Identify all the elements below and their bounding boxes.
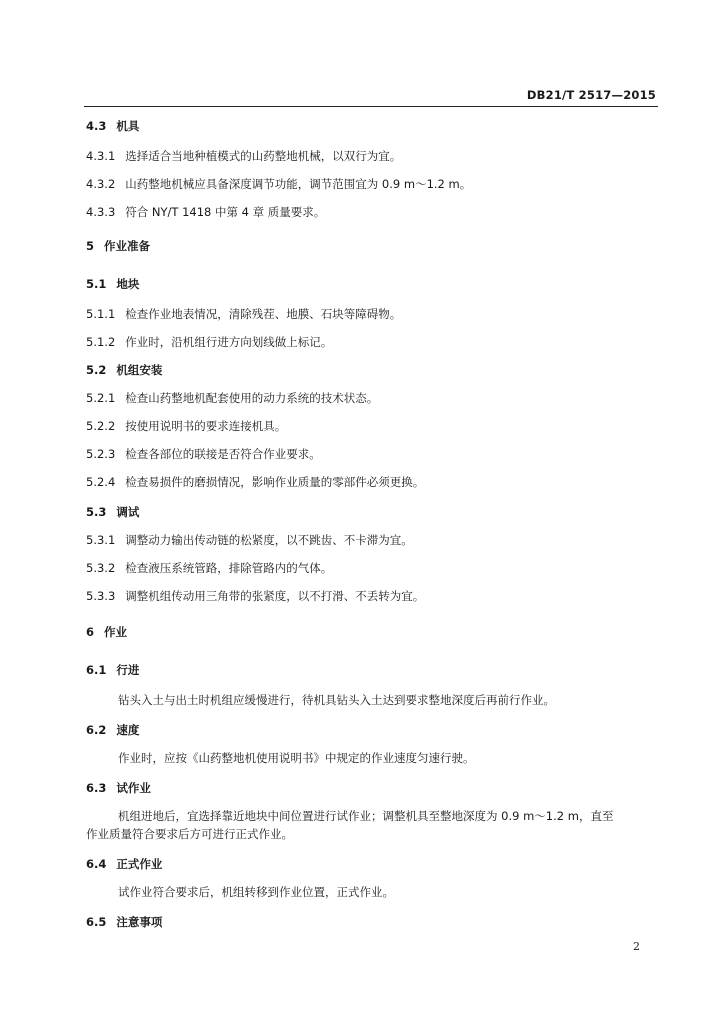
section-heading xyxy=(86,362,162,379)
clause-number: 4.3 xyxy=(86,119,107,133)
clause-text: 检查液压系统管路，排除管路内的气体。 xyxy=(125,561,333,575)
section-heading xyxy=(86,914,162,931)
clause-text: 选择适合当地种植模式的山药整地机械，以双行为宜。 xyxy=(125,149,402,163)
section-heading xyxy=(86,780,151,797)
clause-text: 山药整地机械应具备深度调节功能，调节范围宜为 0.9 m～1.2 m。 xyxy=(125,177,472,191)
paragraph xyxy=(118,808,613,825)
clause-number: 5 xyxy=(86,239,95,253)
section-heading xyxy=(86,856,162,873)
clause-text: 速度 xyxy=(116,723,140,737)
clause-item xyxy=(86,560,332,577)
clause-text: 行进 xyxy=(116,663,140,677)
clause-text: 符合 NY/T 1418 中第 4 章 质量要求。 xyxy=(125,205,326,219)
clause-text: 机组安装 xyxy=(116,363,163,377)
clause-text: 注意事项 xyxy=(116,915,163,929)
section-heading xyxy=(86,276,139,293)
clause-number: 5.2 xyxy=(86,363,107,377)
page-number: 2 xyxy=(633,940,640,953)
clause-text: 试作业 xyxy=(116,781,151,795)
clause-number: 5.1.1 xyxy=(86,307,116,321)
clause-number: 6.5 xyxy=(86,915,107,929)
clause-text: 作业准备 xyxy=(104,239,151,253)
clause-item xyxy=(86,306,401,323)
clause-item xyxy=(86,474,424,491)
paragraph xyxy=(118,692,555,709)
clause-text: 调整动力输出传动链的松紧度，以不跳齿、不卡滞为宜。 xyxy=(125,533,413,547)
clause-text: 钻头入土与出土时机组应缓慢进行，待机具钻头入土达到要求整地深度后再前行作业。 xyxy=(118,693,555,707)
paragraph-continuation xyxy=(86,826,293,843)
clause-item xyxy=(86,334,332,351)
clause-text: 检查易损件的磨损情况，影响作业质量的零部件必须更换。 xyxy=(125,475,425,489)
clause-number: 6.1 xyxy=(86,663,107,677)
clause-item xyxy=(86,418,286,435)
doc-code: DB21/T 2517—2015 xyxy=(526,88,656,102)
clause-number: 5.2.3 xyxy=(86,447,116,461)
clause-text: 地块 xyxy=(116,277,140,291)
clause-text: 调试 xyxy=(116,505,140,519)
clause-number: 5.1.2 xyxy=(86,335,116,349)
clause-text: 按使用说明书的要求连接机具。 xyxy=(125,419,287,433)
clause-text: 作业时，应按《山药整地机使用说明书》中规定的作业速度匀速行驶。 xyxy=(118,751,475,765)
clause-text: 调整机组传动用三角带的张紧度，以不打滑、不丢转为宜。 xyxy=(125,589,425,603)
clause-number: 6.3 xyxy=(86,781,107,795)
clause-item xyxy=(86,390,378,407)
clause-text: 机具 xyxy=(116,119,140,133)
clause-number: 5.2.1 xyxy=(86,391,116,405)
clause-number: 6 xyxy=(86,625,95,639)
clause-text: 检查作业地表情况，清除残茬、地膜、石块等障碍物。 xyxy=(125,307,402,321)
clause-number: 4.3.1 xyxy=(86,149,116,163)
clause-item xyxy=(86,532,413,549)
clause-number: 4.3.3 xyxy=(86,205,116,219)
clause-item xyxy=(86,204,325,221)
paragraph xyxy=(118,884,394,901)
section-heading xyxy=(86,118,139,135)
section-heading xyxy=(86,624,127,641)
clause-number: 5.3.2 xyxy=(86,561,116,575)
section-heading xyxy=(86,662,139,679)
paragraph xyxy=(118,750,475,767)
section-heading xyxy=(86,504,139,521)
clause-text: 检查各部位的联接是否符合作业要求。 xyxy=(125,447,321,461)
clause-item xyxy=(86,148,401,165)
clause-number: 5.2.2 xyxy=(86,419,116,433)
clause-text: 试作业符合要求后，机组转移到作业位置，正式作业。 xyxy=(118,885,394,899)
section-heading xyxy=(86,238,150,255)
clause-item xyxy=(86,176,471,193)
clause-text: 作业质量符合要求后方可进行正式作业。 xyxy=(86,827,293,841)
clause-text: 检查山药整地机配套使用的动力系统的技术状态。 xyxy=(125,391,379,405)
clause-number: 5.3.3 xyxy=(86,589,116,603)
clause-number: 5.1 xyxy=(86,277,107,291)
clause-text: 作业 xyxy=(104,625,128,639)
header-rule xyxy=(84,106,658,107)
clause-number: 5.3 xyxy=(86,505,107,519)
clause-number: 4.3.2 xyxy=(86,177,116,191)
clause-text: 正式作业 xyxy=(116,857,163,871)
clause-text: 作业时，沿机组行进方向划线做上标记。 xyxy=(125,335,333,349)
clause-item xyxy=(86,588,424,605)
section-heading xyxy=(86,722,139,739)
clause-number: 6.2 xyxy=(86,723,107,737)
clause-text: 机组进地后，宜选择靠近地块中间位置进行试作业；调整机具至整地深度为 0.9 m～1.2 m，直至 xyxy=(118,809,614,823)
clause-number: 5.2.4 xyxy=(86,475,116,489)
clause-number: 5.3.1 xyxy=(86,533,116,547)
clause-number: 6.4 xyxy=(86,857,107,871)
clause-item xyxy=(86,446,321,463)
